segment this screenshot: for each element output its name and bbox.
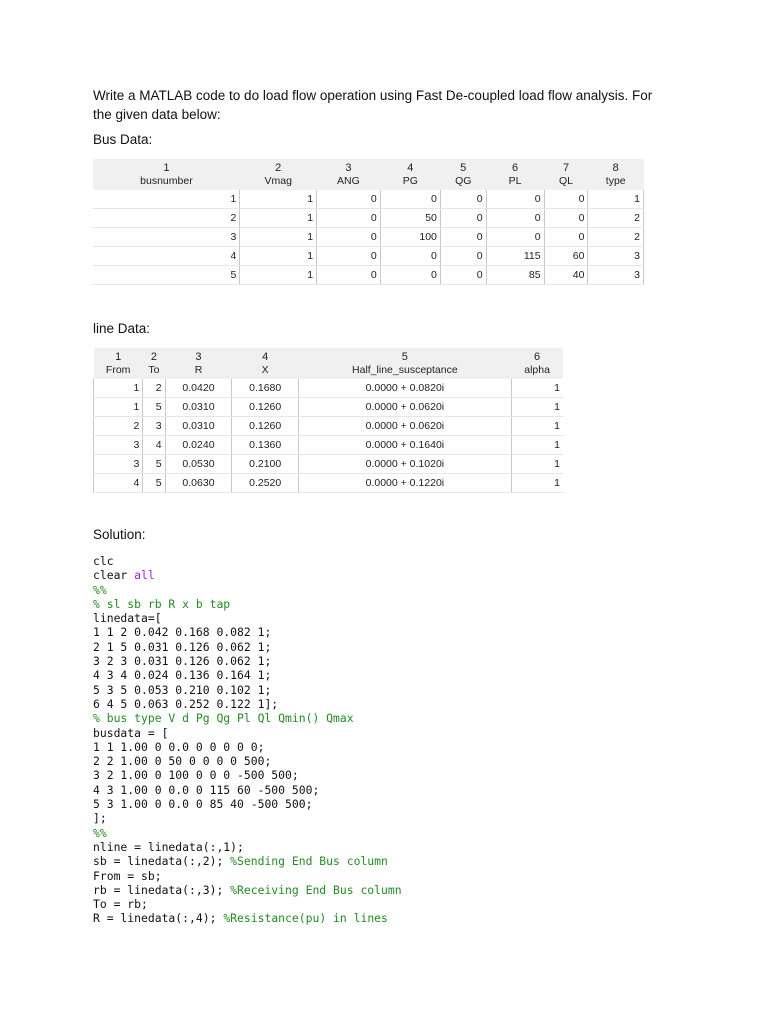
code-comment: %Resistance(pu) in lines [223, 911, 388, 926]
table-cell: 2 [93, 209, 240, 228]
table-cell: 0.0630 [165, 474, 232, 493]
table-cell: 0 [440, 247, 486, 266]
column-number: 4 [407, 161, 414, 174]
column-name: To [148, 363, 160, 376]
matlab-code-block [93, 554, 402, 926]
line-col-header [143, 348, 165, 379]
table-cell: 1 [240, 228, 317, 247]
table-cell: 1 [240, 209, 317, 228]
line-col-header [232, 348, 299, 379]
table-cell: 1 [240, 266, 317, 285]
code-text: 6 4 5 0.063 0.252 0.122 1]; [93, 696, 279, 711]
table-cell: 1 [240, 190, 317, 209]
column-number: 3 [195, 350, 202, 363]
table-cell: 0 [440, 266, 486, 285]
column-number: 5 [460, 161, 467, 174]
code-comment: % sl sb rb R x b tap [93, 596, 231, 611]
table-cell: 50 [380, 209, 440, 228]
table-cell: 0.1260 [232, 398, 299, 417]
table-cell: 5 [143, 455, 165, 474]
table-row [93, 190, 644, 209]
table-cell: 0 [486, 209, 544, 228]
table-cell: 115 [486, 247, 544, 266]
code-text: clear [93, 568, 135, 583]
table-row [94, 417, 564, 436]
code-line [93, 911, 402, 925]
code-text: 2 1 5 0.031 0.126 0.062 1; [93, 639, 272, 654]
bus-col-header [240, 159, 317, 190]
code-line [93, 783, 402, 797]
code-line [93, 625, 402, 639]
column-number: 6 [512, 161, 519, 174]
code-line [93, 568, 402, 582]
table-cell: 40 [544, 266, 588, 285]
bus-table-body [93, 190, 644, 285]
bus-col-header [440, 159, 486, 190]
column-number: 2 [275, 161, 282, 174]
code-keyword: all [134, 568, 155, 583]
table-cell: 0 [486, 228, 544, 247]
bus-col-header [588, 159, 644, 190]
code-text: nline = linedata(:,1); [93, 839, 244, 854]
table-cell: 3 [94, 436, 143, 455]
table-cell: 0 [440, 228, 486, 247]
line-data-table [93, 348, 563, 493]
code-line [93, 897, 402, 911]
code-line [93, 611, 402, 625]
column-number: 2 [150, 350, 158, 363]
table-row [93, 247, 644, 266]
code-line [93, 697, 402, 711]
table-cell: 0.0310 [165, 398, 232, 417]
code-line [93, 640, 402, 654]
table-cell: 2 [143, 379, 165, 398]
table-row [93, 228, 644, 247]
column-name: QG [455, 174, 472, 187]
line-col-header [299, 348, 512, 379]
code-text: To = rb; [93, 897, 148, 912]
code-line [93, 883, 402, 897]
table-cell: 4 [94, 474, 143, 493]
code-line [93, 711, 402, 725]
column-number: 4 [262, 350, 269, 363]
code-line [93, 668, 402, 682]
table-cell: 0 [486, 190, 544, 209]
table-cell: 0.2100 [232, 455, 299, 474]
table-cell: 0 [317, 190, 381, 209]
table-cell: 1 [511, 417, 563, 436]
code-comment: % bus type V d Pg Qg Pl Ql Qmin() Qmax [93, 711, 354, 726]
table-cell: 0.0000 + 0.1640i [299, 436, 512, 455]
code-line [93, 754, 402, 768]
table-cell: 1 [240, 247, 317, 266]
table-cell: 1 [511, 398, 563, 417]
table-cell: 0.0310 [165, 417, 232, 436]
code-line [93, 797, 402, 811]
table-cell: 1 [511, 474, 563, 493]
bus-col-header [380, 159, 440, 190]
code-text: 5 3 1.00 0 0.0 0 85 40 -500 500; [93, 797, 313, 812]
column-name: R [194, 363, 203, 376]
column-name: Half_line_susceptance [352, 363, 458, 376]
table-cell: 0 [544, 190, 588, 209]
column-name: X [261, 363, 269, 376]
code-text: 4 3 4 0.024 0.136 0.164 1; [93, 668, 272, 683]
code-text: 4 3 1.00 0 0.0 0 115 60 -500 500; [93, 782, 320, 797]
code-comment: %% [93, 825, 107, 840]
code-comment: %Sending End Bus column [230, 854, 388, 869]
table-cell: 0.0420 [165, 379, 232, 398]
table-cell: 0.0000 + 0.1220i [299, 474, 512, 493]
table-cell: 0 [440, 190, 486, 209]
table-cell: 1 [93, 190, 240, 209]
table-cell: 0.0000 + 0.1020i [299, 455, 512, 474]
code-text: 2 2 1.00 0 50 0 0 0 0 500; [93, 754, 272, 769]
table-cell: 2 [588, 228, 644, 247]
code-text: 5 3 5 0.053 0.210 0.102 1; [93, 682, 272, 697]
table-cell: 0 [544, 228, 588, 247]
column-name: QL [558, 174, 573, 187]
column-number: 1 [115, 350, 122, 363]
column-name: PG [402, 174, 418, 187]
code-text: From = sb; [93, 868, 162, 883]
code-line [93, 683, 402, 697]
column-number: 6 [534, 350, 541, 363]
column-name: From [105, 363, 131, 376]
table-cell: 0 [317, 209, 381, 228]
table-cell: 1 [94, 398, 143, 417]
code-text: busdata = [ [93, 725, 169, 740]
table-cell: 3 [94, 455, 143, 474]
table-cell: 1 [511, 379, 563, 398]
table-cell: 3 [143, 417, 165, 436]
table-cell: 5 [143, 474, 165, 493]
code-line [93, 726, 402, 740]
line-table-body [94, 379, 564, 493]
code-line [93, 840, 402, 854]
table-cell: 2 [588, 209, 644, 228]
table-cell: 3 [588, 247, 644, 266]
column-name: PL [508, 174, 522, 187]
column-name: busnumber [140, 174, 193, 187]
code-line [93, 583, 402, 597]
column-name: Vmag [264, 174, 292, 187]
line-col-header [165, 348, 232, 379]
code-text: 1 1 1.00 0 0.0 0 0 0 0 0; [93, 739, 265, 754]
table-cell: 4 [143, 436, 165, 455]
code-text: rb = linedata(:,3); [93, 882, 231, 897]
table-cell: 1 [588, 190, 644, 209]
table-cell: 0.1680 [232, 379, 299, 398]
code-text: 1 1 2 0.042 0.168 0.082 1; [93, 625, 272, 640]
table-cell: 1 [511, 436, 563, 455]
table-cell: 0 [380, 190, 440, 209]
table-cell: 0 [317, 247, 381, 266]
solution-label: Solution: [93, 527, 146, 542]
code-text: R = linedata(:,4); [93, 911, 224, 926]
code-text: linedata=[ [93, 611, 162, 626]
code-text: ]; [93, 811, 107, 826]
table-cell: 0 [317, 228, 381, 247]
table-cell: 5 [143, 398, 165, 417]
table-row [94, 455, 564, 474]
bus-data-table [93, 159, 644, 285]
table-cell: 0.1360 [232, 436, 299, 455]
table-cell: 0.0240 [165, 436, 232, 455]
table-cell: 60 [544, 247, 588, 266]
table-row [93, 209, 644, 228]
table-cell: 0.0000 + 0.0620i [299, 417, 512, 436]
table-cell: 1 [511, 455, 563, 474]
column-name: ANG [337, 174, 360, 187]
table-cell: 100 [380, 228, 440, 247]
column-number: 3 [345, 161, 352, 174]
code-line [93, 811, 402, 825]
bus-col-header [317, 159, 381, 190]
column-number: 7 [562, 161, 570, 174]
table-cell: 0.0530 [165, 455, 232, 474]
code-line [93, 854, 402, 868]
line-col-header [94, 348, 143, 379]
table-cell: 1 [94, 379, 143, 398]
code-comment: %Receiving End Bus column [230, 882, 402, 897]
table-cell: 3 [93, 228, 240, 247]
column-name: alpha [524, 363, 550, 376]
table-row [94, 436, 564, 455]
table-cell: 0.0000 + 0.0820i [299, 379, 512, 398]
code-line [93, 740, 402, 754]
code-line [93, 869, 402, 883]
table-row [94, 398, 564, 417]
code-text: 3 2 3 0.031 0.126 0.062 1; [93, 654, 272, 669]
table-cell: 0.2520 [232, 474, 299, 493]
table-cell: 0.0000 + 0.0620i [299, 398, 512, 417]
bus-data-label: Bus Data: [93, 132, 153, 147]
code-line [93, 597, 402, 611]
line-data-label: line Data: [93, 321, 151, 336]
code-text: clc [93, 554, 114, 568]
table-cell: 0.1260 [232, 417, 299, 436]
table-row [93, 266, 644, 285]
table-row [94, 379, 564, 398]
table-cell: 3 [588, 266, 644, 285]
line-table-header [94, 348, 564, 379]
table-cell: 5 [93, 266, 240, 285]
code-line [93, 826, 402, 840]
table-cell: 85 [486, 266, 544, 285]
code-text: sb = linedata(:,2); [93, 854, 231, 869]
table-cell: 0 [544, 209, 588, 228]
column-number: 5 [401, 350, 408, 363]
code-line [93, 554, 402, 568]
code-comment: %% [93, 582, 107, 597]
code-text: 3 2 1.00 0 100 0 0 0 -500 500; [93, 768, 299, 783]
bus-col-header [544, 159, 588, 190]
column-name: type [605, 174, 626, 187]
table-cell: 0 [440, 209, 486, 228]
table-cell: 0 [380, 247, 440, 266]
bus-col-header [486, 159, 544, 190]
line-col-header [511, 348, 563, 379]
bus-table-header [93, 159, 644, 190]
table-cell: 0 [317, 266, 381, 285]
code-line [93, 768, 402, 782]
column-number: 8 [612, 161, 619, 174]
column-number: 1 [163, 161, 170, 174]
table-row [94, 474, 564, 493]
table-cell: 4 [93, 247, 240, 266]
code-line [93, 654, 402, 668]
question-text: Write a MATLAB code to do load flow operation using Fast De-coupled load flow analysis. For the given data below: [93, 88, 653, 122]
table-cell: 0 [380, 266, 440, 285]
bus-col-header [93, 159, 240, 190]
table-cell: 2 [94, 417, 143, 436]
